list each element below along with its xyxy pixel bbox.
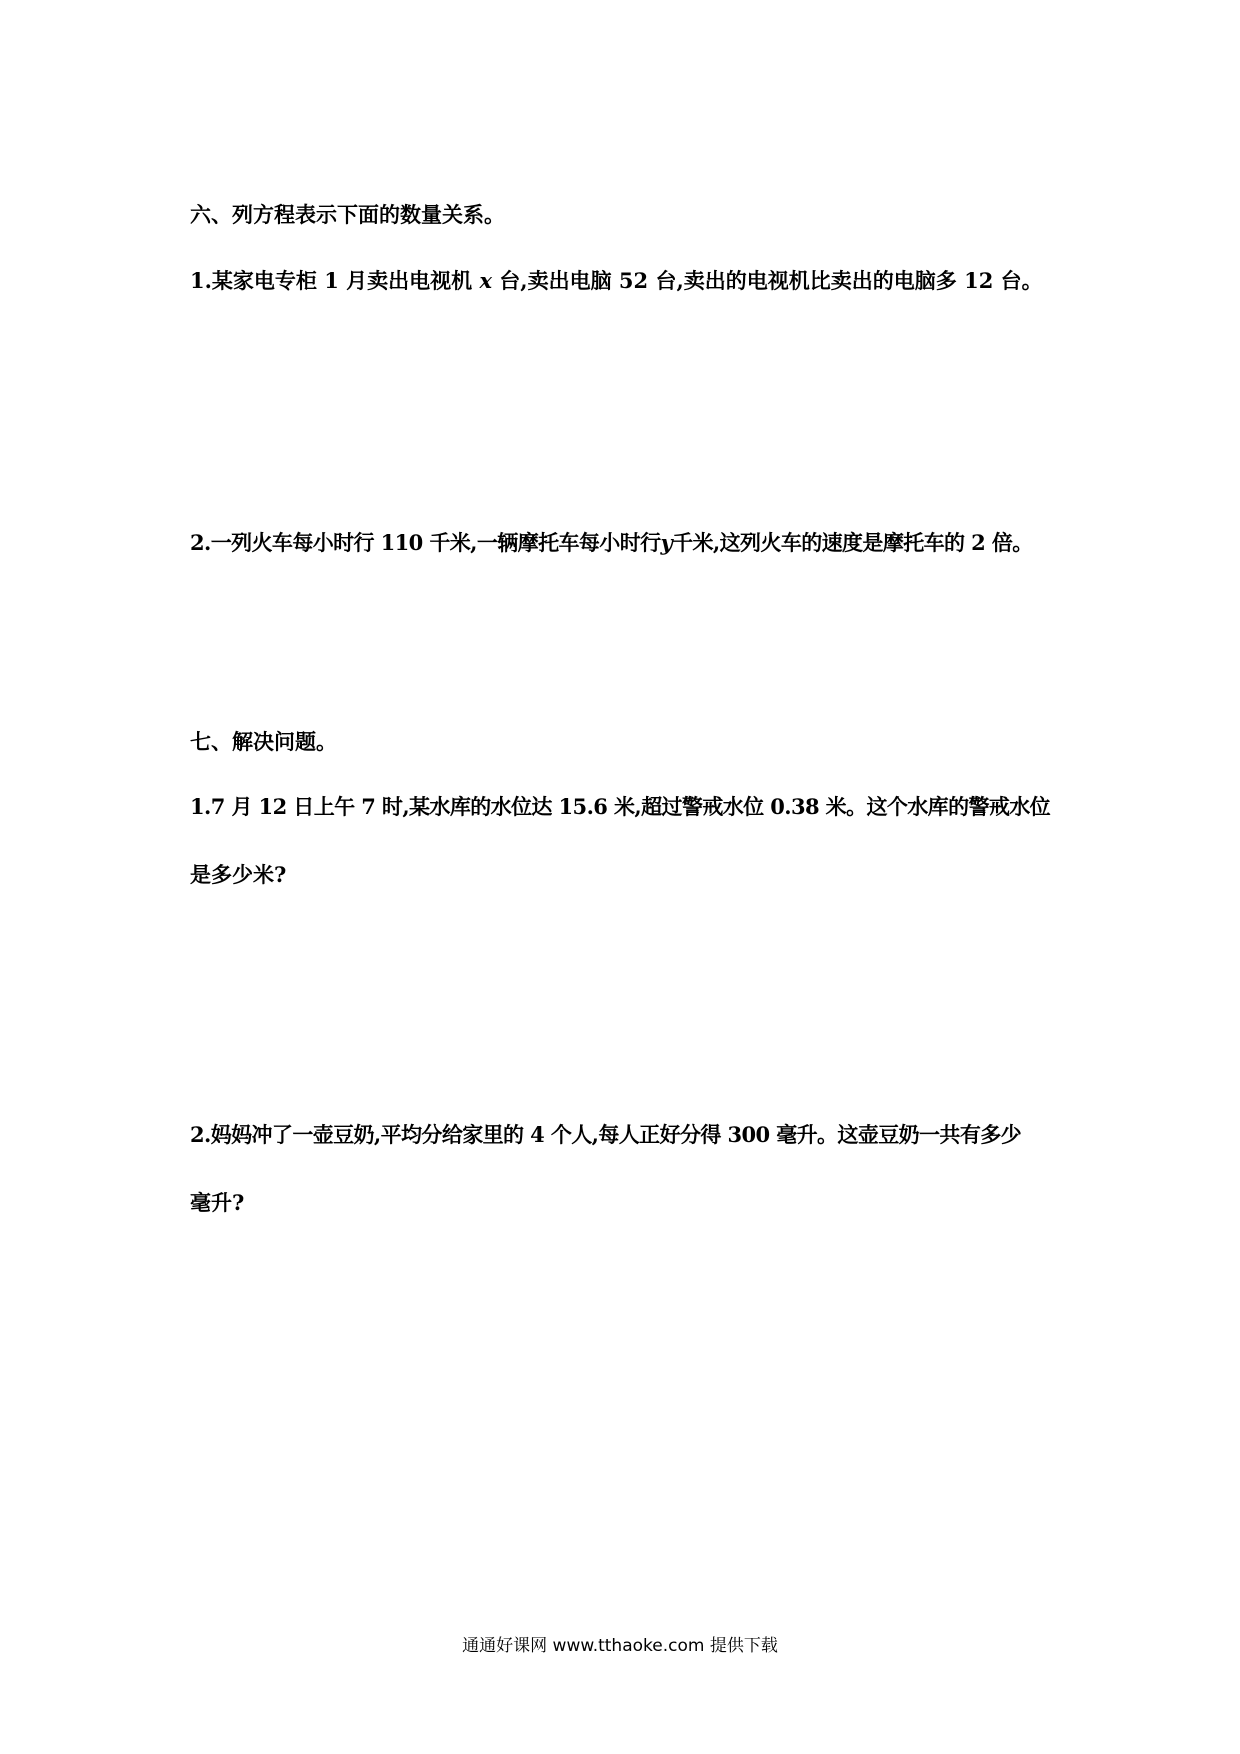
section-6-question-2: [190, 532, 1033, 553]
section-7-heading: 七、解决问题。: [190, 729, 337, 754]
section-7-question-1-line-1: 1.7 月 12 日上午 7 时,某水库的水位达 15.6 米,超过警戒水位 0.38 米。这个水库的警戒水位: [190, 794, 1051, 819]
question-2-text-end: 千米,这列火车的速度是摩托车的 2 倍。: [672, 530, 1033, 555]
variable-y: y: [660, 530, 673, 555]
question-2-text-start: 2.一列火车每小时行 110 千米,一辆摩托车每小时行: [190, 530, 661, 555]
variable-x: x: [479, 268, 492, 293]
question-1-text-end: 台,卖出电脑 52 台,卖出的电视机比卖出的电脑多 12 台。: [492, 268, 1043, 293]
footer-watermark: 通通好课网 www.tthaoke.com 提供下载: [462, 1636, 778, 1656]
section-6-heading: 六、列方程表示下面的数量关系。: [190, 202, 505, 227]
section-7-question-1-line-2: 是多少米?: [190, 862, 287, 887]
section-7-question-2-line-1: 2.妈妈冲了一壶豆奶,平均分给家里的 4 个人,每人正好分得 300 毫升。这壶豆奶一共有多少: [190, 1122, 1022, 1147]
question-1-text-start: 1.某家电专柜 1 月卖出电视机: [190, 268, 480, 293]
section-7-question-2-line-2: 毫升?: [190, 1190, 245, 1215]
section-6-question-1: [190, 270, 1043, 291]
